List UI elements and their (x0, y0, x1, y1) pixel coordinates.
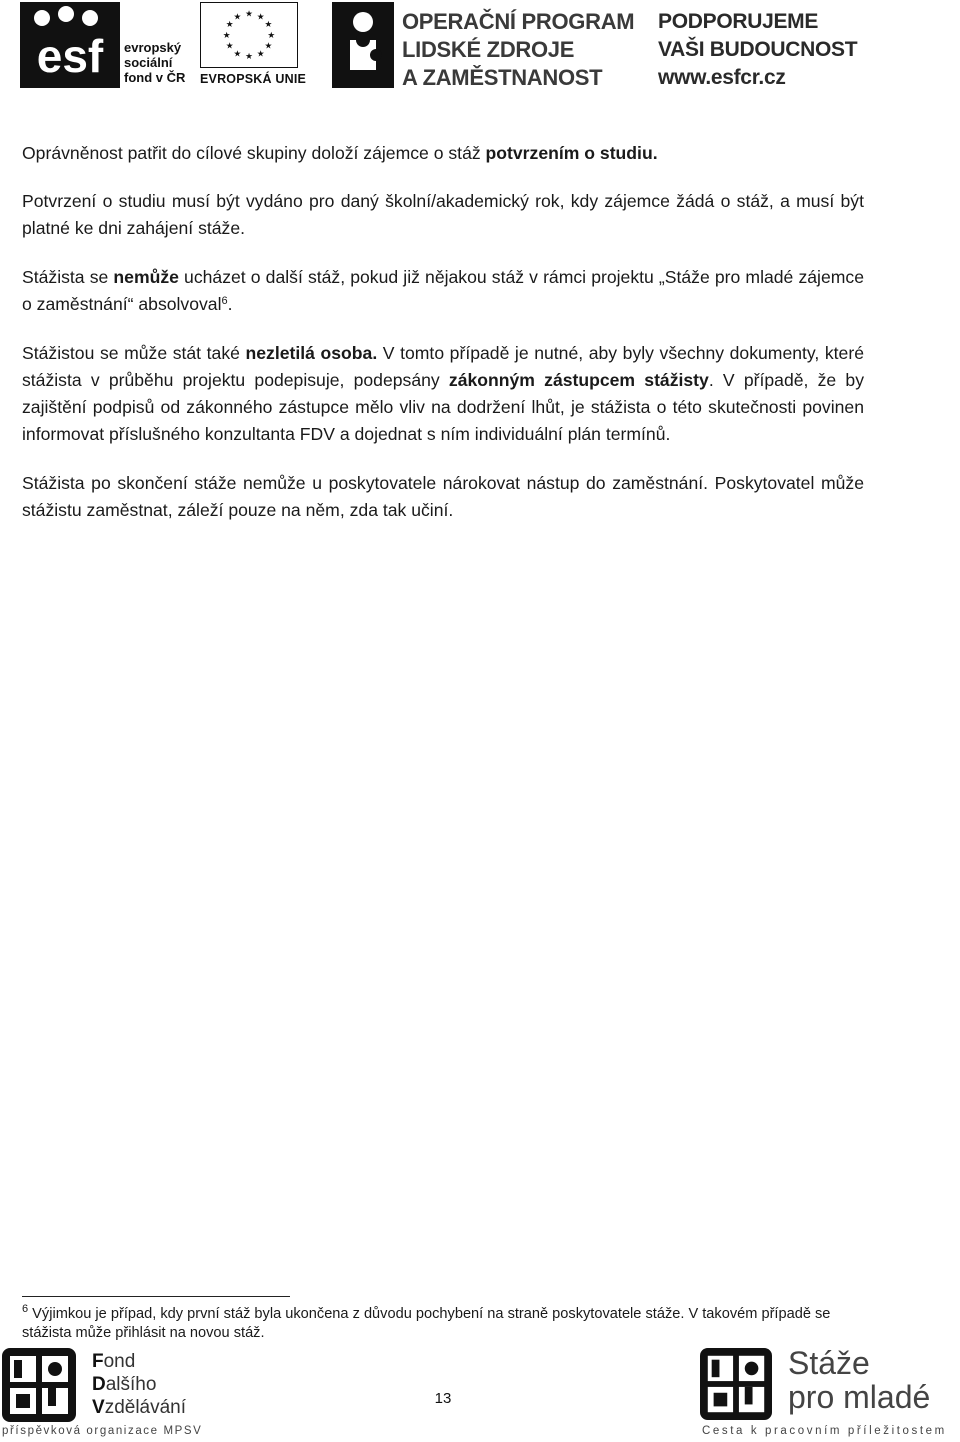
eu-logo (200, 2, 307, 88)
esf-logo-text (124, 40, 185, 85)
p1-bold: potvrzením o studiu. (485, 143, 658, 163)
p3-c: . (227, 294, 233, 314)
footnote-ref[interactable]: 6 (221, 295, 228, 307)
document-body (22, 140, 864, 546)
footnote-text: Výjimkou je případ, kdy první stáž byla ukončena z důvodu pochybení na straně poskytovatele stáže. V takovém případě se stážista může přihlásit na novou stáž. (22, 1306, 831, 1341)
paragraph-eligibility (22, 140, 864, 167)
staze-caption: Cesta k pracovním příležitostem (702, 1425, 947, 1437)
eu-caption: EVROPSKÁ UNIE (200, 72, 307, 86)
svg-text:★: ★ (264, 41, 273, 52)
p3-a: Stážista se (22, 267, 114, 287)
slogan-url: www.esfcr.cz (658, 66, 786, 89)
fdv-word-2: Dalšího (92, 1374, 157, 1395)
op-lzz-text (402, 8, 634, 92)
fdv-logo (0, 1344, 260, 1442)
p4-bold2: zákonným zástupcem stážisty (448, 370, 709, 390)
esf-line-3: fond v ČR (124, 70, 186, 85)
footnote-number: 6 (22, 1303, 29, 1315)
p4-b: V tomto případě je nutné, aby byly všechny dokumenty, které stážista v průběhu projektu podepisuje, podepsány (22, 343, 864, 390)
svg-text:★: ★ (245, 9, 253, 20)
svg-text:★: ★ (264, 20, 273, 31)
op-line-2: LIDSKÉ ZDROJE (402, 37, 575, 62)
op-line-1: OPERAČNÍ PROGRAM (402, 9, 635, 34)
svg-text:★: ★ (225, 41, 234, 52)
op-lzz-logo (332, 0, 635, 92)
p4-a: Stážistou se může stát také (22, 343, 246, 363)
svg-text:★: ★ (233, 12, 242, 23)
fdv-words (92, 1350, 186, 1419)
svg-text:★: ★ (225, 20, 234, 31)
esf-logo-mark (20, 2, 120, 88)
svg-text:★: ★ (267, 30, 276, 41)
esf-mark-text: esf (36, 30, 104, 82)
esf-line-2: sociální (124, 55, 173, 70)
fdv-logo-mark (2, 1348, 76, 1422)
slogan-line-2: VAŠI BUDOUCNOST (658, 38, 858, 61)
paragraph-study-confirmation: Potvrzení o studiu musí být vydáno pro daný školní/akademický rok, kdy zájemce žádá o stáž, a musí být platné ke dni zahájení stáže. (22, 191, 864, 238)
p4-bold1: nezletilá osoba. (245, 343, 378, 363)
svg-text:★: ★ (256, 12, 265, 23)
p4-c: . V případě, že by zajištění podpisů od zákonného zástupce mělo vliv na dodržení lhůt, je stážista o této skutečnosti povinen informovat příslušného konzultanta FDV a dojednat s ním individuální plán termínů. (22, 370, 864, 444)
staze-title-line-2: pro mladé (788, 1379, 931, 1415)
fdv-word-3: Vzdělávání (92, 1397, 187, 1418)
footnote-divider (22, 1296, 290, 1297)
footnote (22, 1305, 872, 1343)
p1-text: Oprávněnost patřit do cílové skupiny doloží zájemce o stáž (22, 143, 486, 163)
staze-title (788, 1346, 930, 1414)
staze-title-line-1: Stáže (788, 1345, 870, 1381)
paragraph-employment: Stážista po skončení stáže nemůže u poskytovatele nárokovat nástup do zaměstnání. Poskytovatel může stážistu zaměstnat, záleží pouze na něm, zda tak učiní. (22, 473, 864, 520)
fdv-word-1: Fond (92, 1351, 136, 1372)
esf-logo (20, 2, 195, 88)
staze-logo-mark (700, 1348, 772, 1420)
slogan (658, 8, 857, 92)
esf-line-1: evropský (124, 40, 182, 55)
paragraph-repeat-internship (22, 264, 864, 318)
staze-logo (696, 1344, 960, 1442)
fdv-caption: příspěvková organizace MPSV (2, 1425, 203, 1437)
op-line-3: A ZAMĚSTNANOST (402, 65, 603, 90)
svg-text:★: ★ (233, 49, 242, 60)
page-number: 13 (434, 1390, 452, 1407)
page-header (0, 0, 960, 100)
paragraph-minor (22, 340, 864, 448)
svg-text:★: ★ (256, 49, 265, 60)
svg-text:★: ★ (245, 52, 253, 63)
slogan-line-1: PODPORUJEME (658, 10, 819, 33)
eu-flag-icon (200, 2, 298, 68)
svg-text:★: ★ (222, 30, 231, 41)
p3-b: ucházet o další stáž, pokud již nějakou stáž v rámci projektu „Stáže pro mladé zájemce o zaměstnání“ absolvoval (22, 267, 864, 314)
p3-bold: nemůže (113, 267, 179, 287)
puzzle-piece-icon (332, 2, 394, 88)
